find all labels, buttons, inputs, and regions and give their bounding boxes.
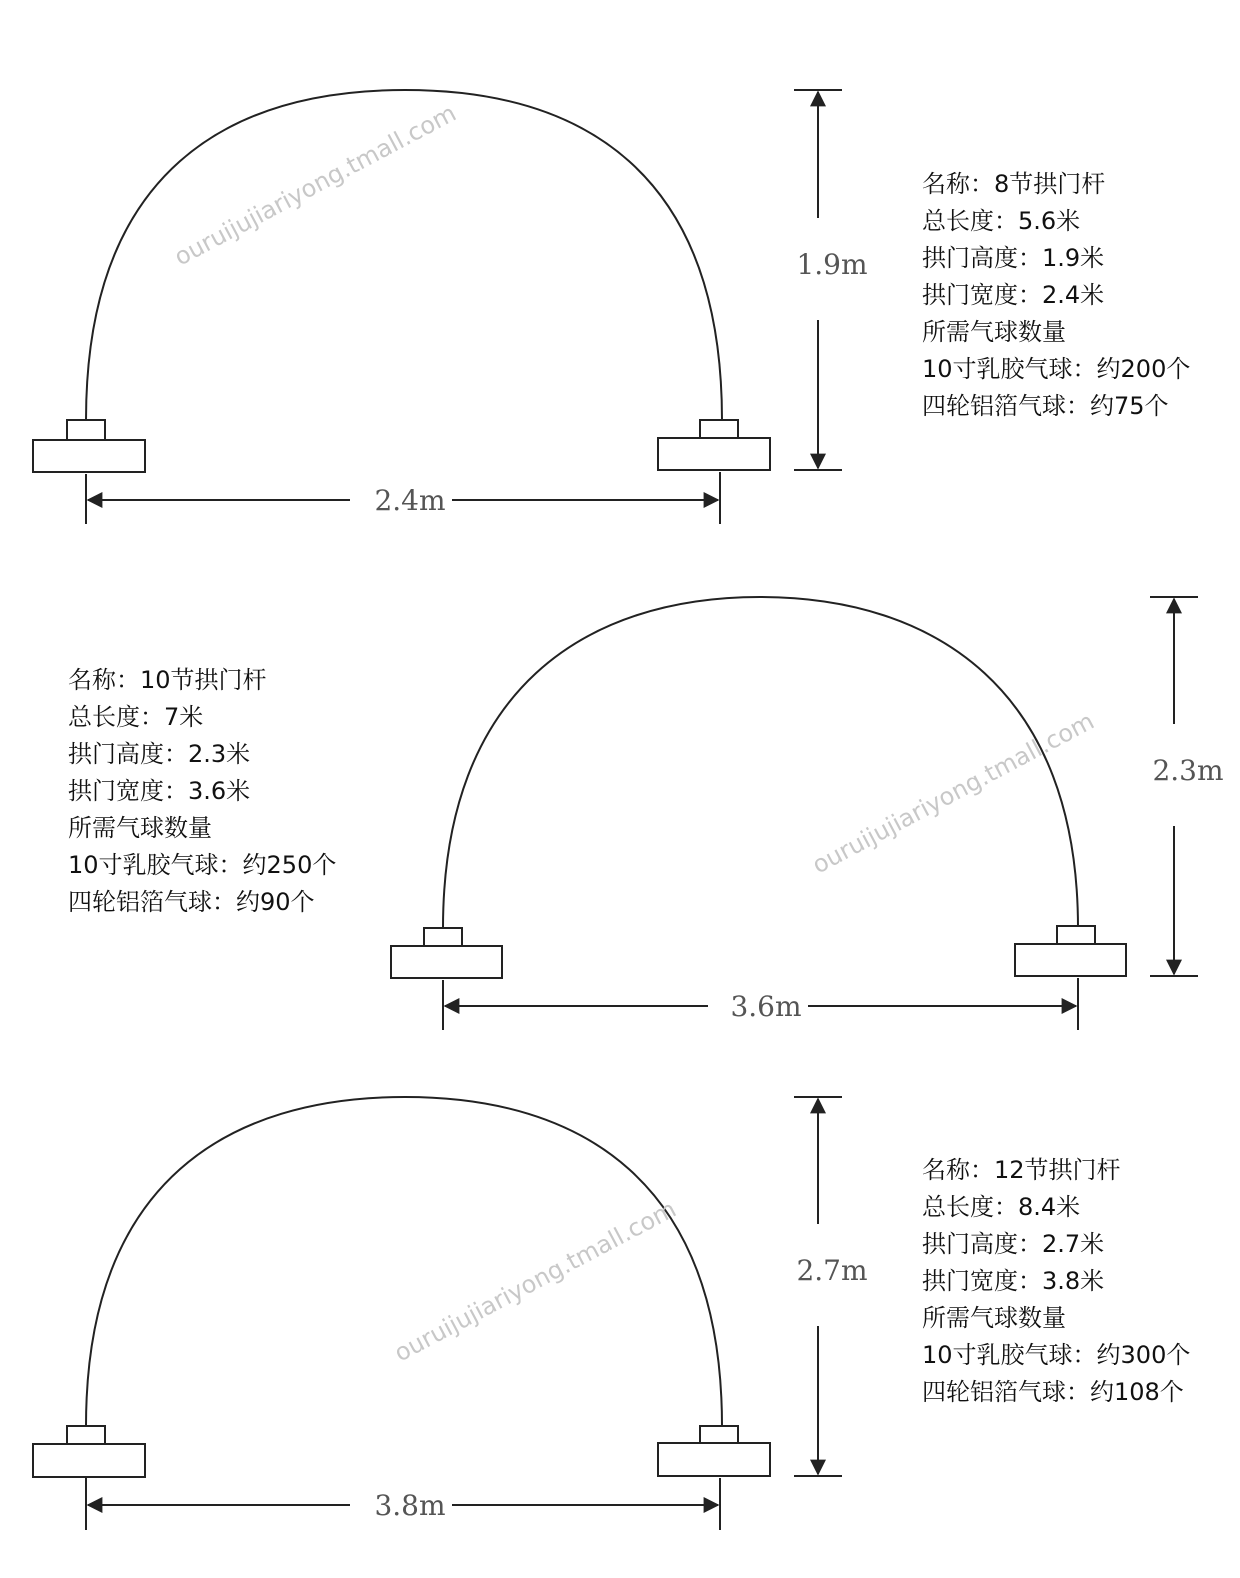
arch-1-info-width: 拱门宽度：2.4米 [922, 281, 1105, 309]
arch-2-info-name: 名称：10节拱门杆 [68, 666, 267, 694]
arch-3-info-width: 拱门宽度：3.8米 [922, 1267, 1105, 1295]
arch-1-info-name: 名称：8节拱门杆 [922, 170, 1106, 198]
arch-1-left-connector [67, 420, 105, 442]
arch-3-right-base [658, 1443, 770, 1476]
arch-3-diagram [33, 1097, 868, 1530]
arch-3-info-total-length: 总长度：8.4米 [922, 1193, 1081, 1221]
arch-2-info-height: 拱门高度：2.3米 [68, 740, 251, 768]
arch-3-height-label: 2.7m [796, 1254, 868, 1287]
arch-1-info-height: 拱门高度：1.9米 [922, 244, 1105, 272]
arch-3-left-base [33, 1444, 145, 1477]
arch-1-info-panel [922, 166, 1190, 425]
arch-2-info-total-length: 总长度：7米 [68, 703, 204, 731]
arch-2-diagram [391, 597, 1224, 1030]
arch-1-height-label: 1.9m [796, 248, 868, 281]
arch-1-info-total-length: 总长度：5.6米 [922, 207, 1081, 235]
arch-1-info-latex-balloons: 10寸乳胶气球：约200个 [922, 355, 1191, 383]
arch-1-info-foil-balloons: 四轮铝箔气球：约75个 [922, 392, 1169, 420]
arch-3-info-name: 名称：12节拱门杆 [922, 1156, 1121, 1184]
arch-2-info-panel [68, 662, 336, 921]
watermark: ouruijujiariyong.tmall.com [389, 1194, 681, 1368]
arch-2-info-balloons-title: 所需气球数量 [68, 814, 212, 842]
arch-1-diagram [33, 90, 868, 524]
arch-2-info-width: 拱门宽度：3.6米 [68, 777, 251, 805]
arch-3-info-balloons-title: 所需气球数量 [922, 1304, 1066, 1332]
arch-1-right-base [658, 438, 770, 470]
arch-2-height-label: 2.3m [1152, 754, 1224, 787]
arch-3-curve [86, 1097, 722, 1426]
arch-3-info-foil-balloons: 四轮铝箔气球：约108个 [922, 1378, 1184, 1406]
watermark: ouruijujiariyong.tmall.com [169, 98, 461, 272]
arch-2-info-foil-balloons: 四轮铝箔气球：约90个 [68, 888, 315, 916]
arch-3-width-label: 3.8m [374, 1489, 446, 1522]
arch-3-info-panel [922, 1152, 1190, 1411]
arch-1-left-base [33, 440, 145, 472]
watermark: ouruijujiariyong.tmall.com [807, 706, 1099, 880]
arch-3-info-height: 拱门高度：2.7米 [922, 1230, 1105, 1258]
arch-3-info-latex-balloons: 10寸乳胶气球：约300个 [922, 1341, 1191, 1369]
arch-2-right-base [1015, 944, 1126, 976]
arch-2-width-label: 3.6m [730, 990, 802, 1023]
arch-2-left-base [391, 946, 502, 978]
arch-2-info-latex-balloons: 10寸乳胶气球：约250个 [68, 851, 337, 879]
arch-1-info-balloons-title: 所需气球数量 [922, 318, 1066, 346]
arch-1-width-label: 2.4m [374, 484, 446, 517]
